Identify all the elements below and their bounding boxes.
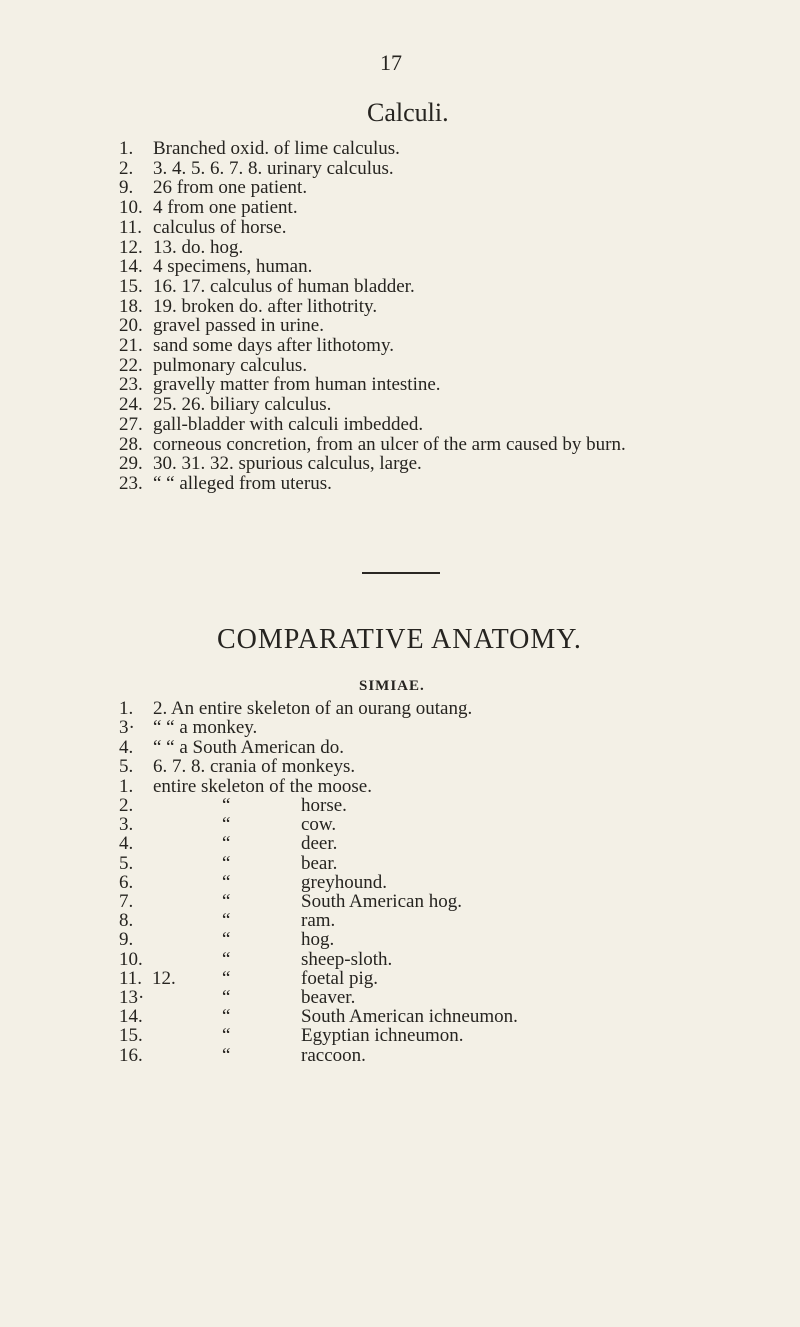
animal-name: beaver.: [301, 987, 356, 1008]
entry-number: 11.: [119, 967, 143, 989]
entry-number: 3.: [119, 814, 134, 836]
entry-text: entire skeleton of the moose.: [153, 776, 372, 797]
entry-number: 14.: [119, 256, 143, 278]
ditto-mark: “: [222, 852, 231, 874]
animal-name: hog.: [301, 929, 335, 951]
entry-text: 30. 31. 32. spurious calculus, large.: [153, 453, 422, 475]
entry-text: 26 from one patient.: [153, 177, 308, 199]
entry-text: 19. broken do. after lithotrity.: [153, 295, 378, 317]
entry-number: 10.: [119, 948, 143, 970]
entry-number: 5.: [119, 755, 134, 777]
ditto-mark: “: [222, 795, 231, 816]
skeleton-entry: [0, 1046, 800, 1068]
entry-number: 1.: [119, 698, 134, 719]
entry-number: 24.: [119, 394, 143, 416]
page-number: 17: [380, 50, 402, 75]
entry-text: 2. An entire skeleton of an ourang outang.: [153, 698, 473, 719]
entry-number: 7.: [119, 891, 134, 912]
ditto-mark: “: [222, 833, 231, 855]
entry-text: “ “ alleged from uterus.: [153, 472, 332, 494]
entry-text: 4 specimens, human.: [153, 256, 313, 278]
ditto-mark: “: [222, 948, 231, 970]
entry-text: sand some days after lithotomy.: [153, 335, 394, 356]
entry-text: corneous concretion, from an ulcer of the arm caused by burn.: [153, 433, 626, 455]
animal-name: Egyptian ichneumon.: [301, 1025, 464, 1047]
entry-number: 5.: [119, 852, 134, 874]
ditto-mark: “: [222, 814, 231, 836]
entry-number: 23.: [119, 374, 143, 396]
entry-text: gravel passed in urine.: [153, 315, 324, 337]
entry-text: 16. 17. calculus of human bladder.: [153, 275, 415, 297]
entry-number: 8.: [119, 910, 134, 932]
animal-name: South American ichneumon.: [301, 1006, 518, 1028]
entry-text: “ “ a monkey.: [153, 717, 258, 739]
entry-number: 15.: [119, 1025, 143, 1047]
entry-number: 9.: [119, 929, 134, 951]
entry-text: calculus of horse.: [153, 216, 287, 238]
ditto-mark: “: [222, 929, 231, 951]
entry-number: 20.: [119, 315, 143, 337]
entry-text: Branched oxid. of lime calculus.: [153, 138, 400, 159]
calculi-entry: [0, 474, 800, 496]
ditto-mark: “: [222, 891, 231, 912]
entry-text: 4 from one patient.: [153, 197, 298, 219]
section-divider: [362, 572, 440, 574]
entry-number: 12.: [119, 236, 143, 258]
entry-number: 1.: [119, 138, 134, 159]
ditto-mark: “: [222, 871, 231, 893]
animal-name: sheep-sloth.: [301, 948, 393, 970]
entry-number: 14.: [119, 1006, 143, 1028]
comparative-anatomy-heading: COMPARATIVE ANATOMY.: [217, 624, 582, 655]
entry-number: 2.: [119, 795, 134, 816]
entry-text: gravelly matter from human intestine.: [153, 374, 441, 396]
ditto-mark: “: [222, 987, 231, 1008]
entry-text: pulmonary calculus.: [153, 354, 308, 376]
entry-number: 21.: [119, 335, 143, 356]
entry-number: 6.: [119, 871, 134, 893]
entry-number: 27.: [119, 413, 143, 435]
simiae-subheading: SIMIAE.: [359, 678, 425, 694]
entry-number: 28.: [119, 433, 143, 455]
entry-number: 13·: [119, 987, 145, 1008]
entry-number: 1.: [119, 776, 134, 797]
ditto-mark: “: [222, 967, 231, 989]
entry-text: 13. do. hog.: [153, 236, 244, 258]
ditto-mark: “: [222, 1006, 231, 1028]
entry-extra-number: 12.: [152, 967, 176, 989]
entry-number: 2.: [119, 157, 134, 179]
entry-text: “ “ a South American do.: [153, 736, 345, 758]
entry-number: 22.: [119, 354, 143, 376]
animal-name: South American hog.: [301, 891, 462, 912]
entry-number: 4.: [119, 736, 134, 758]
entry-number: 18.: [119, 295, 143, 317]
entry-number: 29.: [119, 453, 143, 475]
ditto-mark: “: [222, 1044, 231, 1066]
entry-number: 23.: [119, 472, 143, 494]
entry-number: 3·: [119, 717, 135, 739]
animal-name: deer.: [301, 833, 338, 855]
animal-name: cow.: [301, 814, 337, 836]
animal-name: horse.: [301, 795, 347, 816]
entry-number: 11.: [119, 216, 143, 238]
animal-name: ram.: [301, 910, 336, 932]
ditto-mark: “: [222, 1025, 231, 1047]
ditto-mark: “: [222, 910, 231, 932]
entry-number: 4.: [119, 833, 134, 855]
animal-name: greyhound.: [301, 871, 388, 893]
entry-number: 16.: [119, 1044, 143, 1066]
entry-number: 10.: [119, 197, 143, 219]
entry-number: 15.: [119, 275, 143, 297]
entry-text: gall-bladder with calculi imbedded.: [153, 413, 424, 435]
animal-name: raccoon.: [301, 1044, 366, 1066]
animal-name: foetal pig.: [301, 967, 379, 989]
animal-name: bear.: [301, 852, 338, 874]
calculi-title: Calculi.: [367, 98, 449, 127]
entry-text: 3. 4. 5. 6. 7. 8. urinary calculus.: [153, 157, 394, 179]
entry-number: 9.: [119, 177, 134, 199]
entry-text: 6. 7. 8. crania of monkeys.: [153, 755, 356, 777]
entry-text: 25. 26. biliary calculus.: [153, 394, 332, 416]
